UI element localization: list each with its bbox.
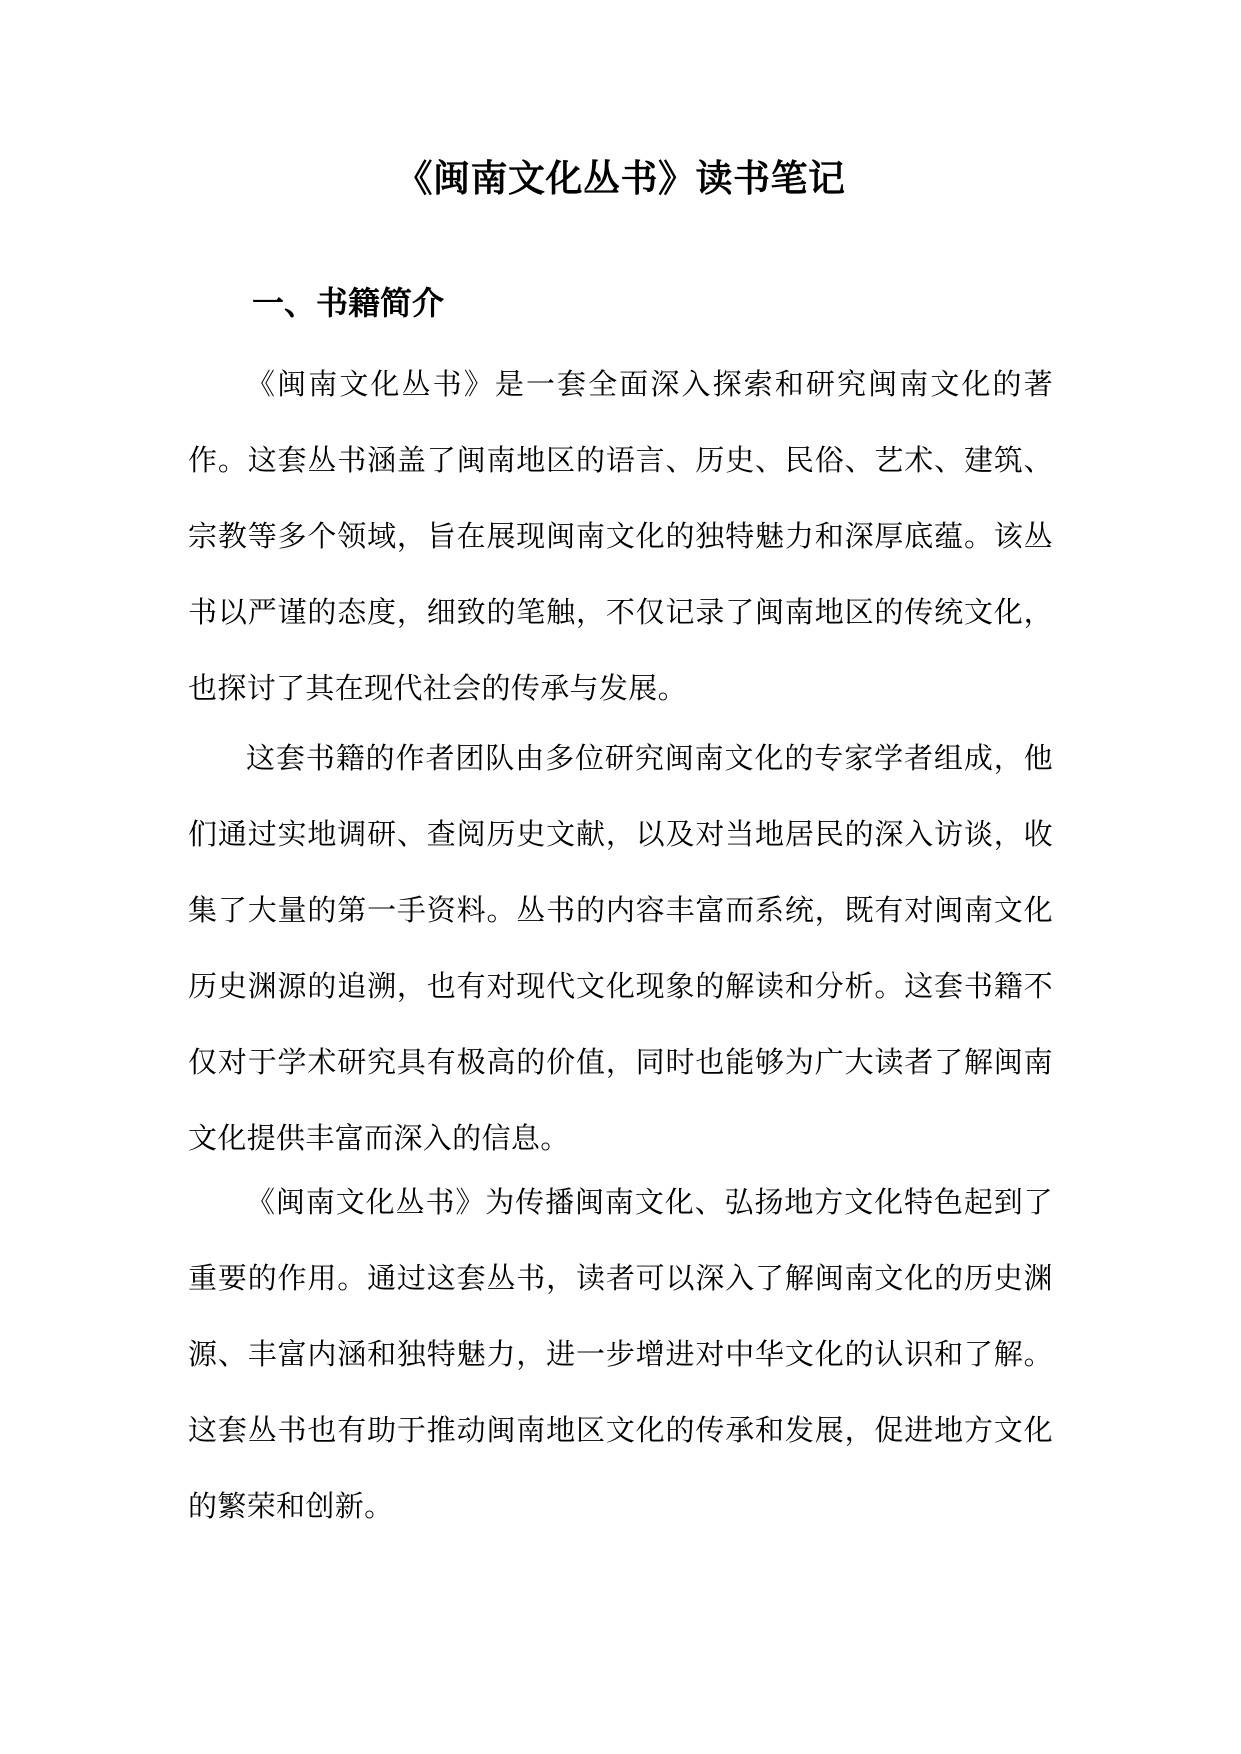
- document-title: 《闽南文化丛书》读书笔记: [395, 156, 846, 200]
- body-paragraph-3: 《闽南文化丛书》为传播闽南文化、弘扬地方文化特色起到了重要的作用。通过这套丛书，读者可以深入了解闽南文化的历史渊源、丰富内涵和独特魅力，进一步增进对中华文化的认识和了解。这套丛书也有助于推动闽南地区文化的传承和发展，促进地方文化的繁荣和创新。: [188, 1185, 1053, 1523]
- body-paragraph-1: 《闽南文化丛书》是一套全面深入探索和研究闽南文化的著作。这套丛书涵盖了闽南地区的语言、历史、民俗、艺术、建筑、宗教等多个领域，旨在展现闽南文化的独特魅力和深厚底蕴。该丛书以严谨的态度，细致的笔触，不仅记录了闽南地区的传统文化，也探讨了其在现代社会的传承与发展。: [188, 367, 1053, 705]
- body-paragraph-2: 这套书籍的作者团队由多位研究闽南文化的专家学者组成，他们通过实地调研、查阅历史文献，以及对当地居民的深入访谈，收集了大量的第一手资料。丛书的内容丰富而系统，既有对闽南文化历史渊源的追溯，也有对现代文化现象的解读和分析。这套书籍不仅对于学术研究具有极高的价值，同时也能够为广大读者了解闽南文化提供丰富而深入的信息。: [188, 741, 1053, 1155]
- section-heading: 一、书籍简介: [252, 284, 445, 322]
